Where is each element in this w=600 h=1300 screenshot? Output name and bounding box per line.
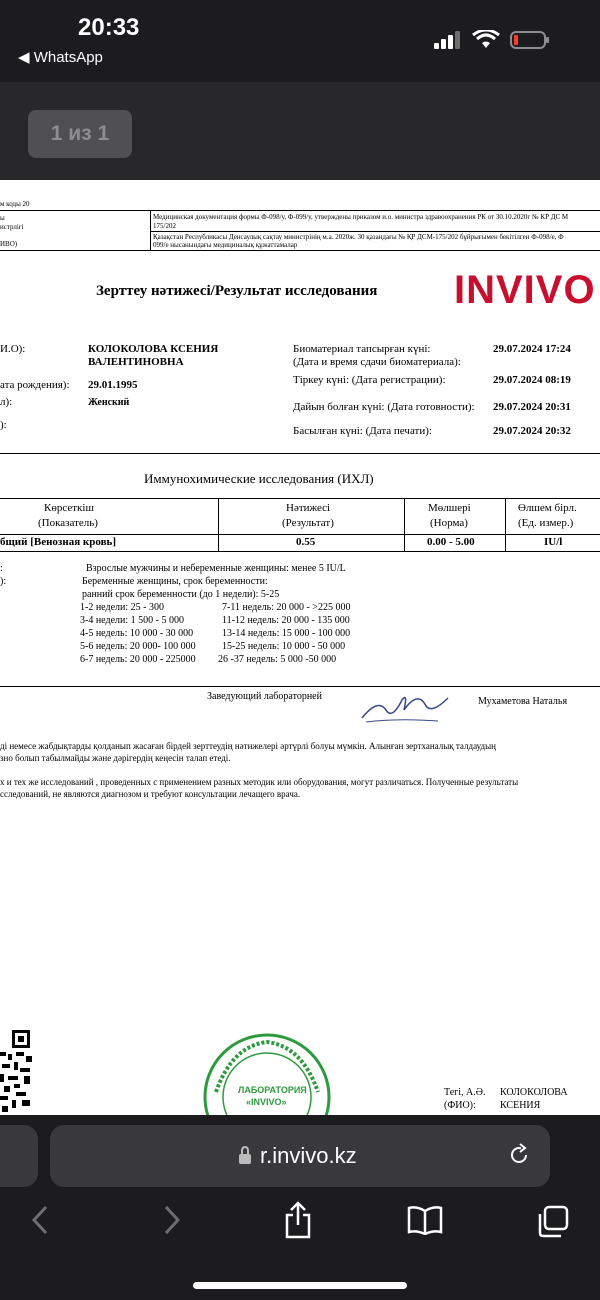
back-icon[interactable] (28, 1203, 52, 1237)
share-icon[interactable] (283, 1201, 313, 1239)
col-header-norm: Мөлшері (428, 502, 471, 514)
label-dob: ата рождения): (0, 379, 70, 391)
header-left-1: ы (0, 214, 5, 222)
battery-icon (510, 30, 550, 50)
page-title: Зерттеу нәтижесі/Результат исследования (96, 283, 378, 299)
patient-dob: 29.01.1995 (88, 379, 138, 391)
ref-prefix-1: : (0, 563, 3, 574)
home-indicator[interactable] (193, 1282, 407, 1289)
header-right-2: 175/202 (153, 222, 176, 230)
ref-row-b: 26 -37 недель: 5 000 -50 000 (218, 654, 337, 665)
patient-name-2: ВАЛЕНТИНОВНА (88, 356, 184, 368)
col-header-unit: Өлшем бірл. (518, 502, 577, 514)
address-bar[interactable] (50, 1125, 550, 1187)
invivo-logo: INVIVO (454, 268, 596, 312)
disclaimer-ru-1: х и тех же исследований , проведенных с применением разных методик или оборудования, могут различаться. Полученные результаты (0, 777, 519, 787)
signature-role: Заведующий лабораторней (207, 691, 322, 702)
date-print: 29.07.2024 20:32 (493, 425, 571, 437)
disclaimer-ru-2: сследований, не являются диагнозом и требуют консультации лечащего врача. (0, 789, 301, 799)
lock-icon (238, 1146, 252, 1164)
disclaimer-kz-2: зно болып табылмайды және дәрігердің кеңесін талап етеді. (0, 753, 231, 763)
ref-row-b: 13-14 недель: 15 000 - 100 000 (222, 628, 351, 639)
footer-label-1: Тегі, А.Ә. (444, 1087, 486, 1098)
col-header-norm-ru: (Норма) (430, 517, 468, 529)
footer-value-2: КСЕНИЯ (500, 1100, 541, 1111)
label-fio: И.О): (0, 343, 26, 355)
signature-image (358, 688, 453, 726)
signature-name: Мухаметова Наталья (478, 696, 568, 707)
label-sex: л): (0, 396, 13, 408)
label-extra: ): (0, 419, 7, 431)
ref-line-2: Беременные женщины, срок беременности: (82, 576, 268, 587)
ref-row-a: 6-7 недель: 20 000 - 225000 (80, 654, 196, 665)
ref-row-b: 15-25 недель: 10 000 - 50 000 (222, 641, 346, 652)
clock: 20:33 (78, 14, 140, 41)
ref-row-b: 11-12 недель: 20 000 - 135 000 (222, 615, 350, 626)
form-code: м коды 20 (0, 200, 30, 208)
ref-row-a: 3-4 недели: 1 500 - 5 000 (80, 615, 184, 626)
wifi-icon (472, 30, 500, 50)
viewer-toolbar (0, 82, 600, 180)
col-header-indicator-ru: (Показатель) (38, 517, 98, 529)
ref-line-1: Взрослые мужчины и небеременные женщины: менее 5 IU/L (86, 563, 346, 574)
status-bar (0, 0, 600, 82)
header-left-2: истрлігі (0, 223, 24, 231)
qr-code (0, 1030, 32, 1112)
signal-icon (434, 31, 462, 49)
section-title: Иммунохимические исследования (ИХЛ) (144, 471, 374, 486)
col-header-indicator: Көрсеткіш (44, 502, 94, 514)
test-name: бщий [Венозная кровь] (0, 536, 116, 548)
ref-line-3: ранний срок беременности (до 1 недели): 5-25 (82, 589, 280, 600)
header-right-3: Қазақстан Республикасы Денсаулық сақтау министрінің м.а. 2020ж. 30 қазандағы № ҚР ДСМ-175/202 бұйрығымен бекітілген Ф-098/е, Ф (153, 233, 564, 241)
bookmarks-icon[interactable] (407, 1205, 443, 1235)
ref-row-a: 1-2 недели: 25 - 300 (80, 602, 164, 613)
page-counter[interactable]: 1 из 1 (28, 110, 132, 158)
label-print: Басылған күні: (Дата печати): (293, 425, 432, 437)
label-ready: Дайын болған күні: (Дата готовности): (293, 401, 475, 413)
forward-icon[interactable] (160, 1203, 184, 1237)
stamp-text-2: «INVIVO» (246, 1097, 287, 1107)
test-result: 0.55 (296, 536, 316, 548)
label-biomaterial-ru: (Дата и время сдачи биоматериала): (293, 356, 461, 368)
col-header-result-ru: (Результат) (282, 517, 334, 529)
browser-toolbar (0, 1115, 600, 1300)
ref-row-a: 4-5 недель: 10 000 - 30 000 (80, 628, 194, 639)
previous-tab[interactable] (0, 1125, 38, 1187)
stamp-text-1: ЛАБОРАТОРИЯ (238, 1085, 307, 1095)
header-right-4: 099/е нысанындағы медициналық құжаттамалар (153, 241, 298, 249)
tabs-icon[interactable] (536, 1205, 570, 1239)
label-registration: Тіркеу күні: (Дата регистрации): (293, 374, 446, 386)
url-text[interactable]: r.invivo.kz (260, 1143, 357, 1168)
patient-sex: Женский (88, 397, 130, 408)
disclaimer-kz-1: ді немесе жабдықтарды қолданып жасаған бірдей зерттеудің нәтижелері әртүрлі болуы мүмкін. Алынған зертханалық талдаудың (0, 741, 496, 751)
header-left-3: ИВО) (0, 240, 18, 248)
ref-row-b: 7-11 недель: 20 000 - >225 000 (222, 602, 351, 613)
back-to-app-link[interactable]: ◀ WhatsApp (18, 49, 103, 66)
date-ready: 29.07.2024 20:31 (493, 401, 571, 413)
patient-name-1: КОЛОКОЛОВА КСЕНИЯ (88, 343, 219, 355)
document-page (0, 180, 600, 1115)
col-header-result: Нәтижесі (286, 502, 331, 514)
header-right-1: Медицинская документация формы Ф-098/у, Ф-099/у, утверждены приказом и.о. министра здравоохранения РК от 30.10.2020г № КР ДС М (153, 213, 569, 221)
date-biomaterial: 29.07.2024 17:24 (493, 343, 571, 355)
test-norm: 0.00 - 5.00 (427, 536, 475, 548)
label-biomaterial: Биоматериал тапсырған күні: (293, 343, 431, 355)
test-unit: IU/l (544, 536, 563, 548)
reload-icon[interactable] (507, 1143, 531, 1167)
ref-row-a: 5-6 недель: 20 000- 100 000 (80, 641, 196, 652)
footer-value-1: КОЛОКОЛОВА (500, 1087, 568, 1098)
ref-prefix-2: ): (0, 576, 7, 587)
status-icons (434, 30, 550, 50)
date-registration: 29.07.2024 08:19 (493, 374, 571, 386)
footer-label-2: (ФИО): (444, 1100, 476, 1111)
col-header-unit-ru: (Ед. измер.) (518, 517, 574, 529)
